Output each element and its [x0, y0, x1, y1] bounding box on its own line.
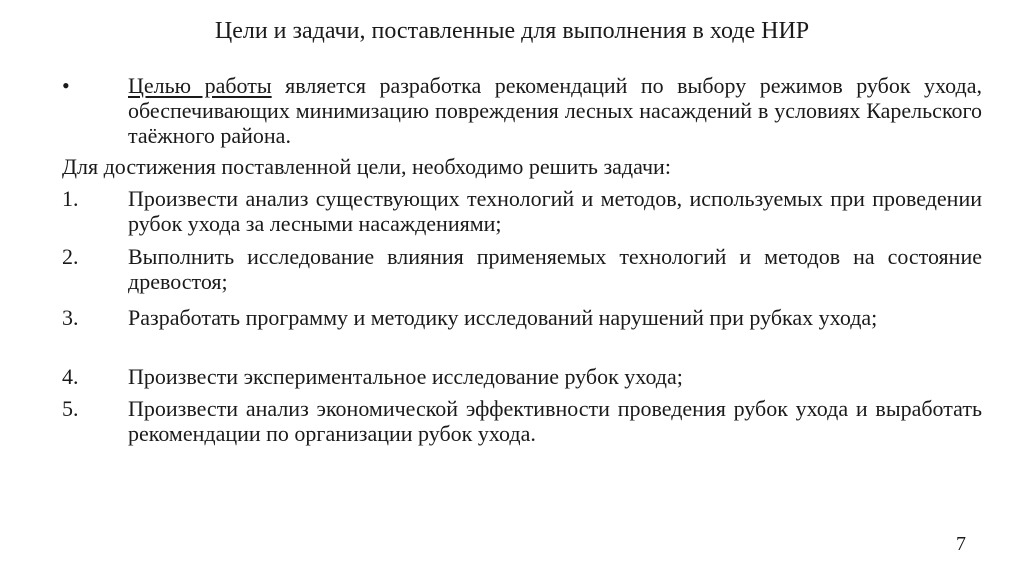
task-text: Произвести экспериментальное исследование рубок ухода; — [128, 364, 683, 389]
task-number: 4. — [62, 364, 79, 389]
task-text: Разработать программу и методику исследований нарушений при рубках ухода; — [128, 305, 878, 330]
task-text: Произвести анализ экономической эффективности проведения рубок ухода и выработать рекомендации по организации рубок ухода. — [128, 396, 982, 446]
tasks-intro: Для достижения поставленной цели, необходимо решить задачи: — [62, 154, 671, 179]
goal-lead: Целью работы — [128, 73, 272, 98]
task-text: Произвести анализ существующих технологий и методов, используемых при проведении рубок ухода за лесными насаждениями; — [128, 186, 982, 236]
task-number: 5. — [62, 396, 79, 421]
goal-body: является разработка рекомендаций по выбору режимов рубок ухода, обеспечивающих минимизацию повреждения лесных насаждений в условиях Карельского таёжного района. — [128, 73, 982, 148]
task-number: 2. — [62, 244, 79, 269]
task-number: 1. — [62, 186, 79, 211]
page-number: 7 — [956, 533, 966, 555]
slide-title: Цели и задачи, поставленные для выполнения в ходе НИР — [214, 18, 810, 44]
goal-text — [128, 73, 982, 148]
task-number: 3. — [62, 305, 79, 330]
bullet-marker: • — [62, 73, 70, 98]
task-text: Выполнить исследование влияния применяемых технологий и методов на состояние древостоя; — [128, 244, 982, 294]
